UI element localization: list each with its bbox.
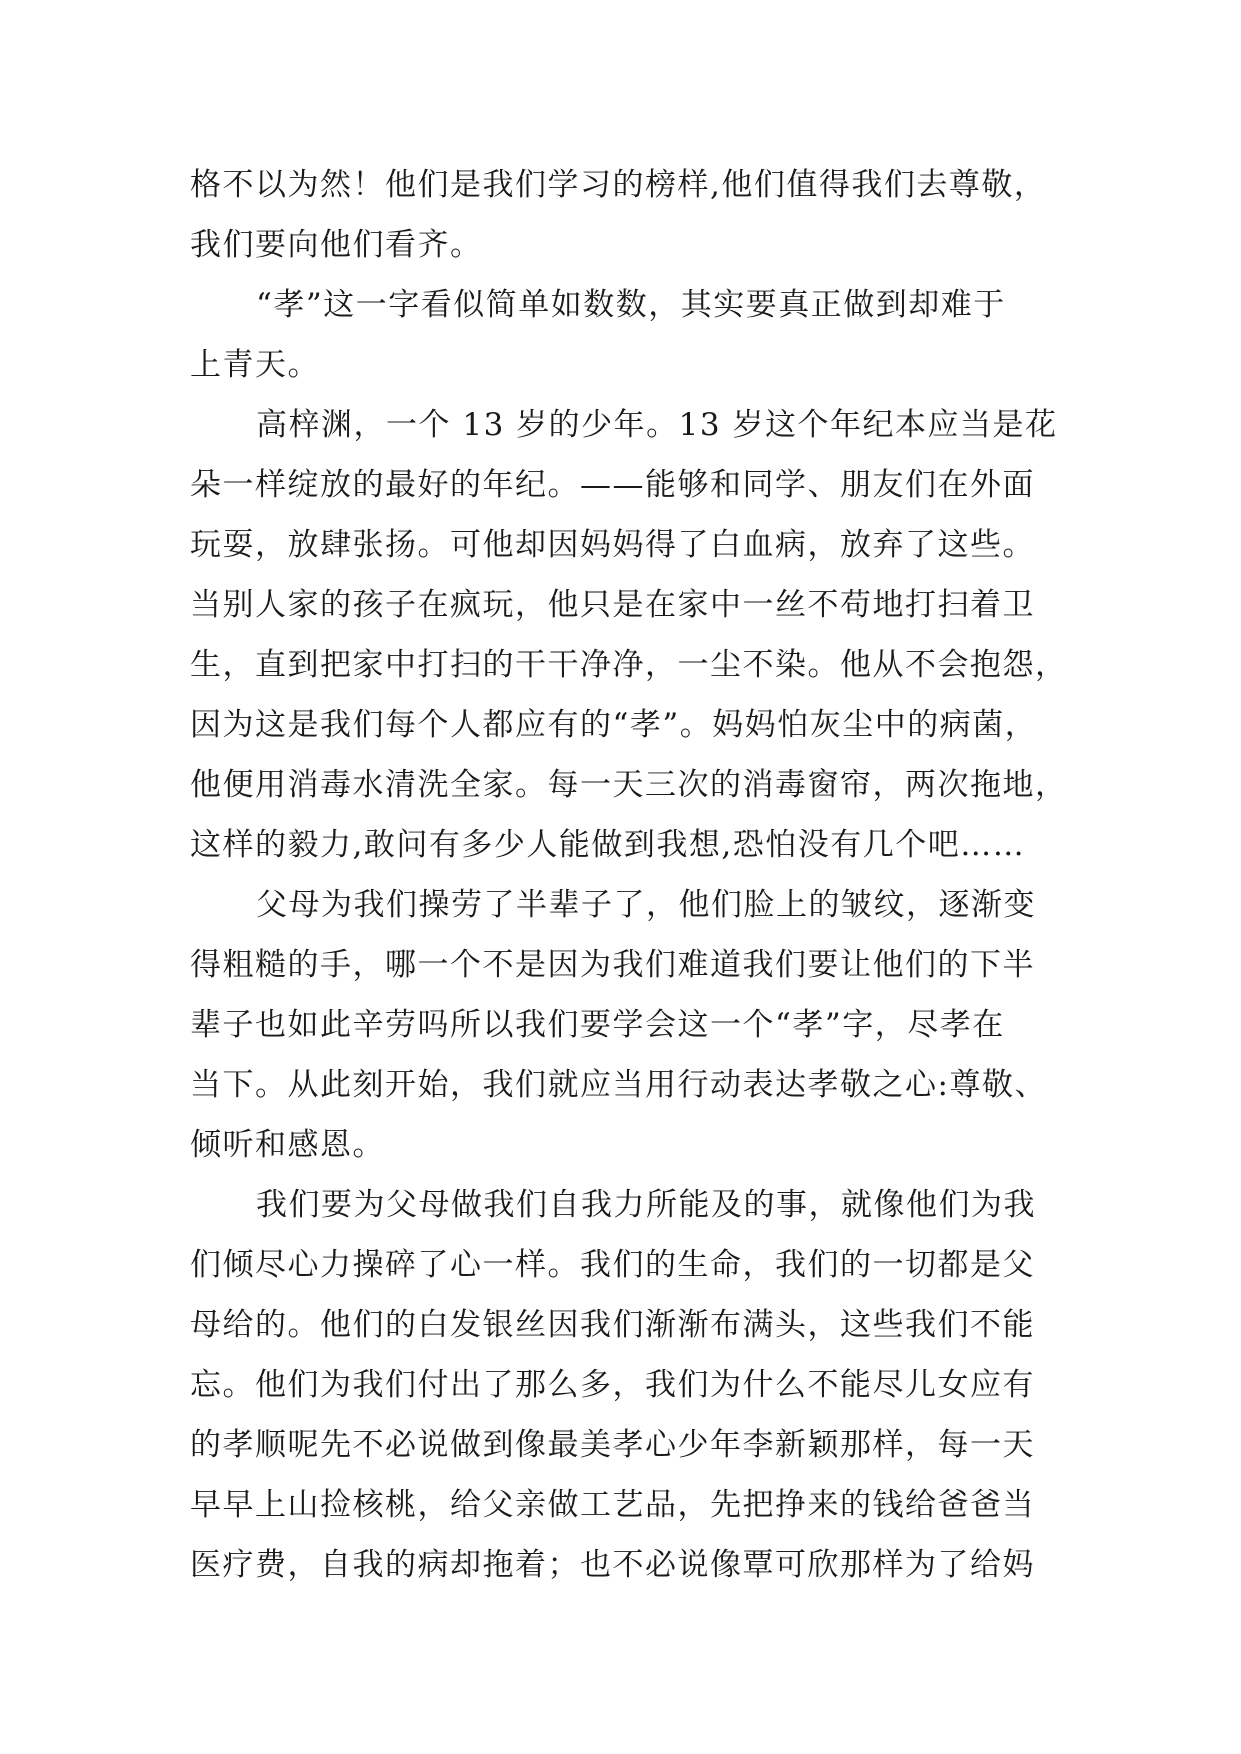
paragraph-line: 辈子也如此辛劳吗所以我们要学会这一个“孝”字，尽孝在 bbox=[190, 1007, 1005, 1043]
document-body bbox=[190, 155, 1070, 1595]
paragraph-line: 这样的毅力,敢问有多少人能做到我想,恐怕没有几个吧…… bbox=[190, 827, 1026, 863]
paragraph-first-line: “孝”这一字看似简单如数数，其实要真正做到却难于 bbox=[256, 287, 1006, 323]
paragraph-line: 他便用消毒水清洗全家。每一天三次的消毒窗帘，两次拖地， bbox=[190, 767, 1068, 803]
paragraph-first-line: 父母为我们操劳了半辈子了，他们脸上的皱纹，逐渐变 bbox=[256, 887, 1036, 923]
paragraph-line: 早早上山捡核桃，给父亲做工艺品，先把挣来的钱给爸爸当 bbox=[190, 1487, 1035, 1523]
paragraph-line: 上青天。 bbox=[190, 347, 320, 383]
paragraph-line: 得粗糙的手，哪一个不是因为我们难道我们要让他们的下半 bbox=[190, 947, 1035, 983]
paragraph-line: 玩耍，放肆张扬。可他却因妈妈得了白血病，放弃了这些。 bbox=[190, 527, 1035, 563]
paragraph-line: 忘。他们为我们付出了那么多，我们为什么不能尽儿女应有 bbox=[190, 1367, 1035, 1403]
paragraph-line: 的孝顺呢先不必说做到像最美孝心少年李新颖那样，每一天 bbox=[190, 1427, 1035, 1463]
paragraph-first-line: 高梓渊，一个 13 岁的少年。13 岁这个年纪本应当是花 bbox=[256, 407, 1058, 443]
paragraph-line: 我们要向他们看齐。 bbox=[190, 227, 483, 263]
paragraph-line: 母给的。他们的白发银丝因我们渐渐布满头，这些我们不能 bbox=[190, 1307, 1035, 1343]
paragraph-first-line: 我们要为父母做我们自我力所能及的事，就像他们为我 bbox=[256, 1187, 1036, 1223]
paragraph-line: 医疗费，自我的病却拖着；也不必说像覃可欣那样为了给妈 bbox=[190, 1547, 1035, 1583]
paragraph-line: 朵一样绽放的最好的年纪。——能够和同学、朋友们在外面 bbox=[190, 467, 1035, 503]
paragraph-line: 当别人家的孩子在疯玩，他只是在家中一丝不苟地打扫着卫 bbox=[190, 587, 1035, 623]
paragraph-line: 格不以为然！他们是我们学习的榜样,他们值得我们去尊敬， bbox=[190, 167, 1047, 203]
paragraph-line: 因为这是我们每个人都应有的“孝”。妈妈怕灰尘中的病菌， bbox=[190, 707, 1038, 743]
paragraph-line: 当下。从此刻开始，我们就应当用行动表达孝敬之心:尊敬、 bbox=[190, 1067, 1047, 1103]
paragraph-line: 生，直到把家中打扫的干干净净，一尘不染。他从不会抱怨， bbox=[190, 647, 1068, 683]
paragraph-line: 们倾尽心力操碎了心一样。我们的生命，我们的一切都是父 bbox=[190, 1247, 1035, 1283]
paragraph-line: 倾听和感恩。 bbox=[190, 1127, 385, 1163]
